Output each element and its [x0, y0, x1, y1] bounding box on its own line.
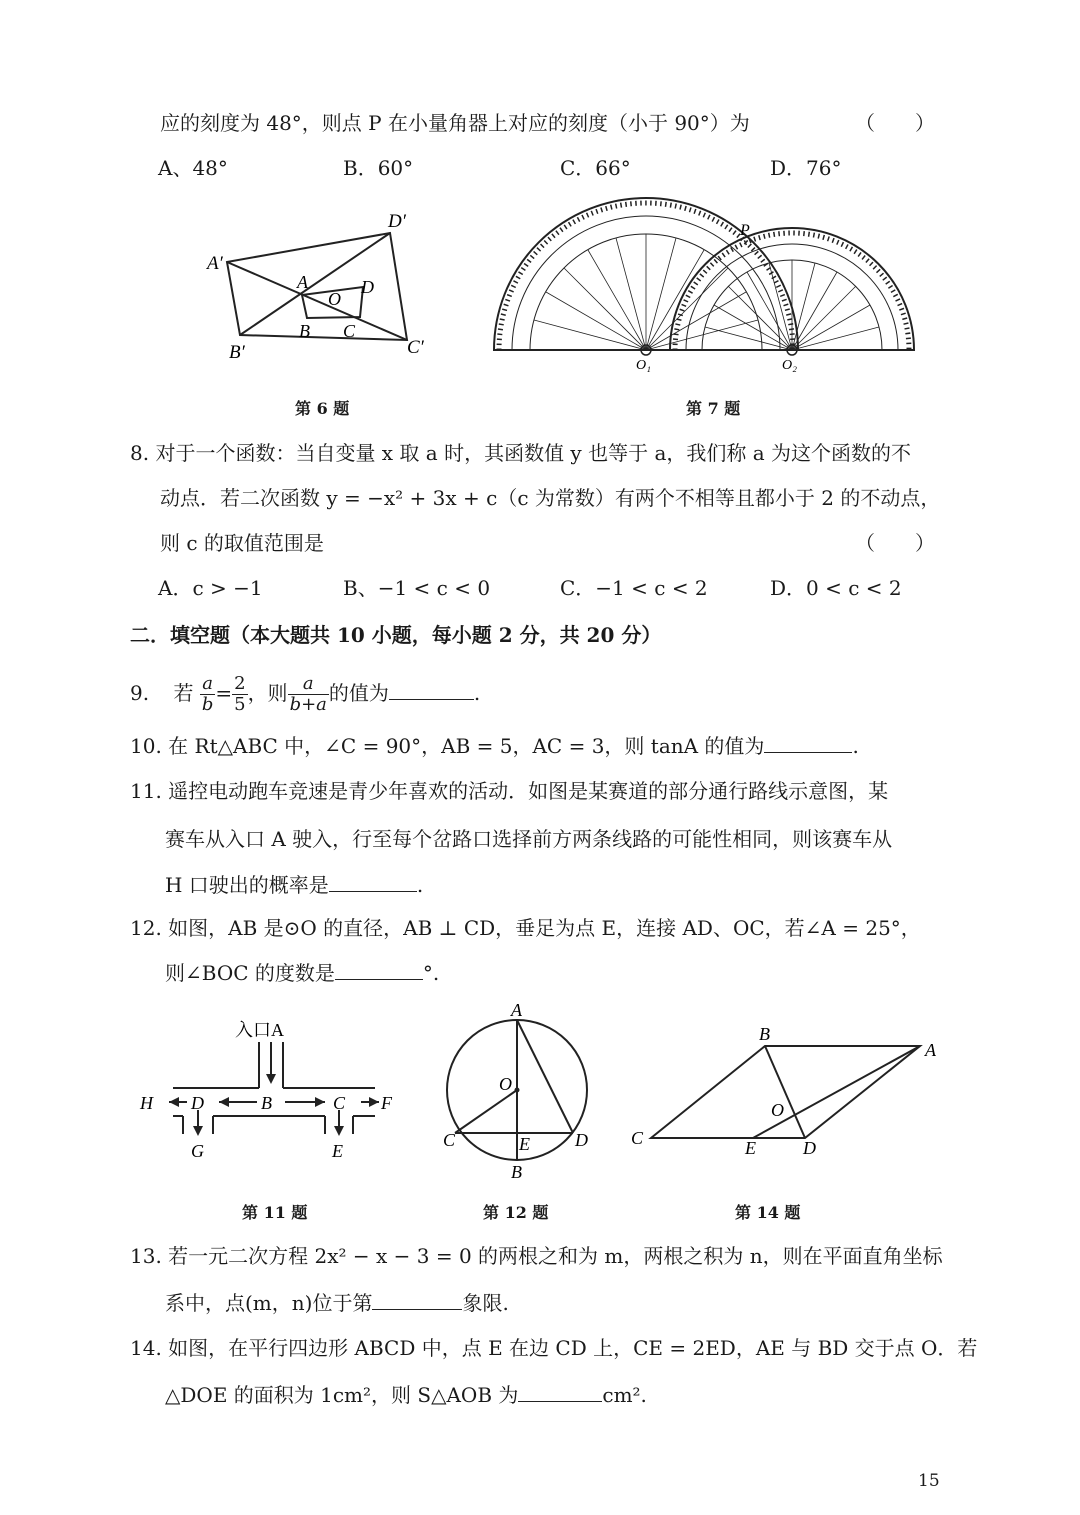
q11-end: . [416, 873, 424, 897]
q7-option-a: A、48° [158, 156, 228, 180]
q13-end: 象限. [462, 1291, 509, 1315]
q10 [130, 733, 859, 759]
fig6-label-a-prime: A′ [207, 253, 223, 274]
q9-equals: = [215, 681, 233, 705]
fig6-label-a: A [297, 272, 308, 292]
fig6-label-b-prime: B′ [229, 342, 245, 363]
fig14-label-c: C [631, 1128, 644, 1148]
fig11-label-f: F [381, 1093, 392, 1113]
q7-answer-paren: （ ） [855, 111, 935, 135]
q10-end: . [852, 734, 859, 758]
q9-then: ，则 [247, 681, 288, 705]
fig12-label-c: C [443, 1130, 456, 1150]
fig11-label-c: C [333, 1093, 346, 1113]
q13-answer-blank[interactable] [372, 1291, 462, 1310]
q9-number: 9. [130, 681, 150, 705]
figure-12-caption: 第 12 题 [483, 1203, 549, 1222]
fig12-label-a: A [511, 1000, 522, 1020]
fig11-label-g: G [191, 1141, 204, 1161]
fig6-label-d: D [361, 277, 374, 297]
q13-line2 [165, 1290, 509, 1316]
figure-7-protractors [490, 195, 920, 375]
section-2-heading: 二．填空题（本大题共 10 小题，每小题 2 分，共 20 分） [130, 623, 662, 647]
q11-line3 [165, 872, 423, 898]
q10-answer-blank[interactable] [764, 734, 852, 753]
q8-line1: 8. 对于一个函数：当自变量 x 取 a 时，其函数值 y 也等于 a，我们称 a 为这个函数的不 [130, 441, 912, 465]
q10-text: 10. 在 Rt△ABC 中，∠C = 90°，AB = 5，AC = 3，则 tanA 的值为 [130, 734, 765, 758]
q9-end: . [473, 681, 481, 705]
q8-line3: 则 c 的取值范围是 [160, 531, 324, 555]
q12-answer-blank[interactable] [335, 961, 423, 980]
q8-option-d: D．0 < c < 2 [770, 576, 902, 600]
q7-stem: 应的刻度为 48°，则点 P 在小量角器上对应的刻度（小于 90°）为 [160, 111, 750, 135]
figure-12-circle [435, 1000, 605, 1185]
fig6-label-c-prime: C′ [407, 337, 424, 358]
q13-line1: 13. 若一元二次方程 2x² − x − 3 = 0 的两根之和为 m，两根之积为 n，则在平面直角坐标 [130, 1244, 943, 1268]
q8-line2: 动点．若二次函数 y = −x² + 3x + c（c 为常数）有两个不相等且都小于 2 的不动点， [160, 486, 941, 510]
fig14-label-a: A [925, 1040, 936, 1060]
fig11-label-d: D [191, 1093, 204, 1113]
q11-line2: 赛车从入口 A 驶入，行至每个岔路口选择前方两条线路的可能性相同，则该赛车从 [165, 827, 893, 851]
q12-line2 [165, 960, 439, 986]
q9-answer-blank[interactable] [389, 681, 474, 700]
q9-frac3-denominator: b+a [289, 694, 327, 715]
figure-14-caption: 第 14 题 [735, 1203, 801, 1222]
q14-end: cm². [602, 1383, 647, 1407]
q9-frac1-denominator: b [201, 694, 214, 715]
fig12-label-o: O [499, 1074, 512, 1094]
fig12-label-b: B [511, 1162, 522, 1182]
q8-option-c: C．−1 < c < 2 [560, 576, 708, 600]
q14-answer-blank[interactable] [518, 1383, 602, 1402]
q8-option-b: B、−1 < c < 0 [343, 576, 491, 600]
q7-option-d: D．76° [770, 156, 842, 180]
fig6-label-c: C [343, 321, 356, 341]
q7-option-b: B．60° [343, 156, 414, 180]
q9-fraction-a-over-b [200, 674, 216, 715]
q9-frac2-numerator: 2 [234, 673, 246, 694]
fig14-label-b: B [759, 1024, 770, 1044]
fig14-label-o: O [771, 1100, 784, 1120]
fig11-label-b: B [261, 1093, 272, 1113]
fig6-label-b: B [299, 321, 310, 341]
figure-7-caption: 第 7 题 [686, 399, 741, 418]
fig6-label-o: O [328, 289, 341, 309]
fig12-label-d: D [575, 1130, 588, 1150]
q9-frac3-numerator: a [288, 674, 329, 695]
fig14-label-d: D [803, 1138, 816, 1158]
q9-tail: 的值为 [328, 681, 389, 705]
q14-line2-text: △DOE 的面积为 1cm²，则 S△AOB 为 [165, 1383, 519, 1407]
fig6-label-d-prime: D′ [388, 211, 406, 232]
q12-end: °. [422, 961, 440, 985]
q9-ruo: 若 [173, 681, 194, 705]
q14-line1: 14. 如图，在平行四边形 ABCD 中，点 E 在边 CD 上，CE = 2ED，AE 与 BD 交于点 O．若 [130, 1336, 978, 1360]
q9-frac1-numerator: a [200, 674, 216, 695]
figure-11-track [135, 1012, 400, 1167]
fig11-label-entry: 入口A [235, 1020, 284, 1040]
figure-6-caption: 第 6 题 [295, 399, 350, 418]
q9-fraction-2-over-5 [232, 674, 247, 715]
fig7-label-p: P [740, 222, 750, 239]
figure-14-parallelogram [625, 1020, 950, 1160]
figure-6-quadrilaterals [195, 205, 445, 370]
q14-line2 [165, 1382, 647, 1408]
q11-answer-blank[interactable] [329, 873, 417, 892]
q12-line2-text: 则∠BOC 的度数是 [165, 961, 335, 985]
fig11-label-h: H [140, 1093, 153, 1113]
figure-11-caption: 第 11 题 [242, 1203, 308, 1222]
q9-fraction-a-over-b-plus-a [288, 674, 329, 715]
page-number: 15 [918, 1471, 940, 1491]
fig7-label-o1: O₁ [636, 358, 651, 373]
q7-option-c: C．66° [560, 156, 631, 180]
q11-line1: 11. 遥控电动跑车竞速是青少年喜欢的活动．如图是某赛道的部分通行路线示意图，某 [130, 779, 889, 803]
q8-option-a: A．c > −1 [158, 576, 263, 600]
fig12-label-e: E [519, 1134, 530, 1154]
q9 [130, 668, 480, 718]
fig11-label-e: E [332, 1141, 343, 1161]
q11-line3-text: H 口驶出的概率是 [165, 873, 329, 897]
q9-frac2-denominator: 5 [234, 694, 246, 715]
q12-line1: 12. 如图，AB 是⊙O 的直径，AB ⊥ CD，垂足为点 E，连接 AD、OC，若∠A = 25°， [130, 916, 921, 940]
fig7-label-o2: O₂ [782, 358, 797, 373]
fig14-label-e: E [745, 1138, 756, 1158]
q13-line2-text: 系中，点(m，n)位于第 [165, 1291, 373, 1315]
q8-answer-paren: （ ） [855, 531, 935, 555]
